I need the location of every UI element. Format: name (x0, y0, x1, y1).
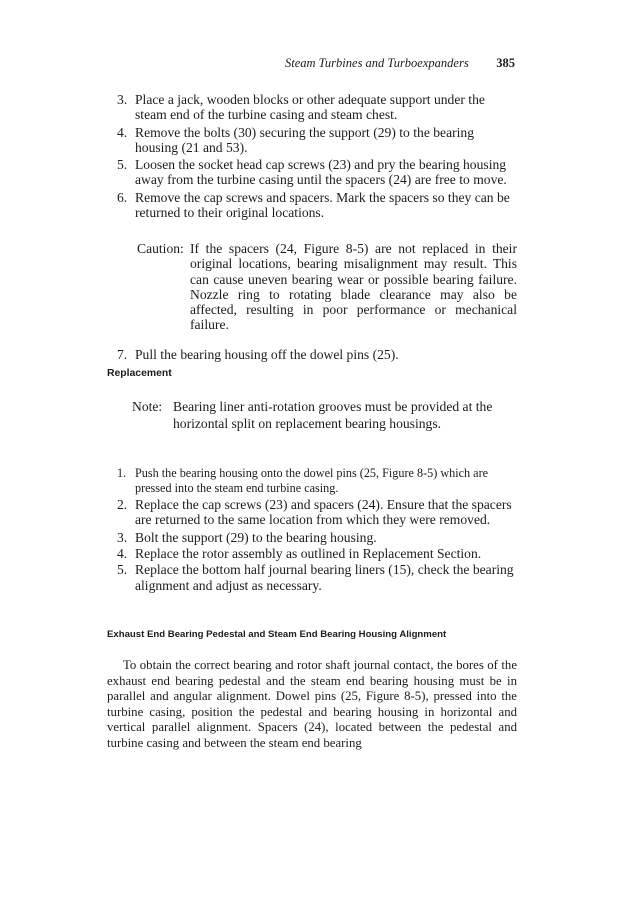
step-text: Loosen the socket head cap screws (23) and pry the bearing housing away from the turbine casing until the spacers (24) are free to move. (135, 157, 507, 188)
alignment-paragraph: To obtain the correct bearing and rotor shaft journal contact, the bores of the exhaust end bearing pedestal and the steam end bearing housing must be in parallel and angular alignment. Dowel pins (25, Figure 8-5), pressed into the turbine casing, position the pedestal and bearing housing in horizontal and vertical parallel alignment. Spacers (24), located between the pedestal and turbine casing and between the steam end bearing (107, 658, 517, 750)
step-text: Push the bearing housing onto the dowel pins (25, Figure 8-5) which are pressed into the steam end turbine casing. (135, 466, 489, 495)
step-number: 1. (117, 466, 127, 480)
running-header (285, 56, 515, 71)
step-text: Remove the cap screws and spacers. Mark the spacers so they can be returned to their original locations. (135, 189, 510, 221)
list-item (107, 190, 517, 221)
list-item (107, 562, 517, 593)
step-number: 5. (117, 157, 128, 173)
list-item (107, 92, 517, 123)
step-text: Replace the cap screws (23) and spacers (24). Ensure that the spacers are returned to the same location from which they were removed. (135, 497, 512, 528)
note-text: Bearing liner anti-rotation grooves must be provided at the horizontal split on replacement bearing housings. (173, 399, 493, 431)
list-item (107, 157, 517, 188)
step-text: Place a jack, wooden blocks or other adequate support under the steam end of the turbine casing and steam chest. (135, 92, 485, 123)
note-block (132, 398, 517, 432)
step-text: Replace the rotor assembly as outlined in Replacement Section. (135, 546, 482, 562)
step-number: 7. (117, 347, 128, 362)
replacement-steps-list (107, 466, 517, 593)
list-item (107, 530, 517, 545)
step-number: 3. (117, 92, 128, 107)
step-number: 5. (117, 562, 128, 578)
step-text: Pull the bearing housing off the dowel pins (25). (135, 347, 399, 362)
step-number: 3. (117, 529, 128, 545)
step7-list (107, 347, 517, 362)
list-item (107, 546, 517, 561)
step-number: 6. (117, 189, 128, 205)
note-label: Note: (132, 399, 163, 414)
running-title: Steam Turbines and Turboexpanders (285, 56, 469, 70)
step-number: 4. (117, 124, 128, 140)
caution-label: Caution: (137, 241, 184, 256)
caution-text: If the spacers (24, Figure 8-5) are not replaced in their original locations, bearing misalignment may result. This can cause uneven bearing wear or possible bearing failure. Nozzle ring to rotating blade clearance may also be affected, resulting in poor performance or mechanical failure. (190, 241, 517, 333)
page-number: 385 (496, 56, 515, 70)
replacement-heading: Replacement (107, 368, 172, 379)
caution-block (137, 241, 517, 333)
alignment-heading: Exhaust End Bearing Pedestal and Steam End Bearing Housing Alignment (107, 629, 447, 640)
list-item (107, 497, 517, 528)
step-number: 2. (117, 497, 128, 513)
list-item (107, 125, 517, 156)
step-number: 4. (117, 546, 128, 562)
removal-steps-list (107, 92, 517, 220)
list-item (107, 466, 517, 495)
step-text: Bolt the support (29) to the bearing housing. (135, 529, 377, 545)
step-text: Remove the bolts (30) securing the support (29) to the bearing housing (21 and 53). (135, 124, 475, 155)
step-text: Replace the bottom half journal bearing liners (15), check the bearing alignment and adjust as necessary. (135, 562, 514, 593)
list-item (107, 347, 517, 362)
